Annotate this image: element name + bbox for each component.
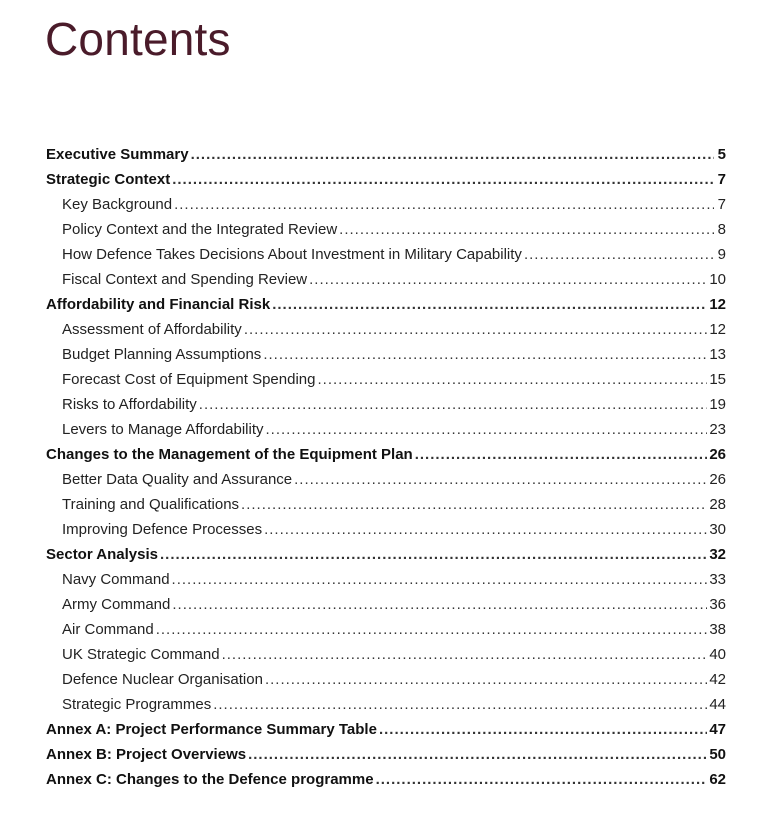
toc-entry-label: How Defence Takes Decisions About Investment in Military Capability (62, 246, 522, 263)
toc-entry[interactable] (46, 167, 726, 192)
toc-dot-leader (244, 317, 708, 342)
toc-entry[interactable] (46, 442, 726, 467)
toc-entry-label: UK Strategic Command (62, 646, 220, 663)
toc-entry-label: Assessment of Affordability (62, 321, 242, 338)
toc-dot-leader (309, 267, 707, 292)
toc-entry-page: 28 (709, 496, 726, 513)
toc-dot-leader (241, 492, 707, 517)
toc-entry-page: 33 (709, 571, 726, 588)
toc-entry[interactable] (46, 767, 726, 792)
toc-entry[interactable] (46, 742, 726, 767)
toc-dot-leader (199, 392, 708, 417)
toc-entry[interactable] (46, 567, 726, 592)
toc-entry[interactable] (46, 317, 726, 342)
toc-entry-label: Policy Context and the Integrated Review (62, 221, 338, 238)
toc-entry-page: 30 (709, 521, 726, 538)
toc-entry-page: 40 (709, 646, 726, 663)
toc-entry-label: Defence Nuclear Organisation (62, 671, 263, 688)
toc-entry-label: Better Data Quality and Assurance (62, 471, 293, 488)
toc-dot-leader (339, 217, 714, 242)
toc-entry[interactable] (46, 717, 726, 742)
toc-entry[interactable] (46, 242, 726, 267)
toc-dot-leader (294, 467, 707, 492)
toc-entry-page: 26 (709, 446, 726, 463)
toc-dot-leader (213, 692, 707, 717)
toc-entry-label: Training and Qualifications (62, 496, 240, 513)
toc-entry[interactable] (46, 417, 726, 442)
toc-entry-page: 23 (709, 421, 726, 438)
toc-entry-label: Improving Defence Processes (62, 521, 263, 538)
toc-entry-page: 12 (709, 321, 726, 338)
toc-dot-leader (264, 517, 707, 542)
toc-entry[interactable] (46, 642, 726, 667)
toc-entry-label: Army Command (62, 596, 171, 613)
toc-dot-leader (265, 667, 707, 692)
toc-dot-leader (415, 442, 708, 467)
toc-entry-page: 12 (709, 296, 726, 313)
toc-entry-page: 8 (717, 221, 726, 238)
toc-dot-leader (524, 242, 714, 267)
toc-entry[interactable] (46, 342, 726, 367)
toc-entry-label: Fiscal Context and Spending Review (62, 271, 308, 288)
toc-entry-label: Executive Summary (46, 146, 189, 163)
toc-dot-leader (191, 142, 714, 167)
toc-entry[interactable] (46, 517, 726, 542)
toc-entry-page: 36 (709, 596, 726, 613)
toc-dot-leader (248, 742, 707, 767)
toc-entry-page: 50 (709, 746, 726, 763)
toc-dot-leader (172, 567, 708, 592)
toc-dot-leader (266, 417, 708, 442)
toc-entry-page: 15 (709, 371, 726, 388)
toc-entry[interactable] (46, 617, 726, 642)
toc-entry-page: 26 (709, 471, 726, 488)
toc-dot-leader (376, 767, 708, 792)
toc-entry-label: Key Background (62, 196, 173, 213)
toc-dot-leader (379, 717, 707, 742)
toc-entry[interactable] (46, 217, 726, 242)
toc-entry-page: 47 (709, 721, 726, 738)
toc-entry[interactable] (46, 392, 726, 417)
toc-entry-label: Sector Analysis (46, 546, 158, 563)
toc-dot-leader (272, 292, 707, 317)
toc-entry-label: Changes to the Management of the Equipment Plan (46, 446, 413, 463)
toc-entry-page: 32 (709, 546, 726, 563)
toc-entry-label: Levers to Manage Affordability (62, 421, 264, 438)
toc-entry-page: 19 (709, 396, 726, 413)
toc-dot-leader (317, 367, 707, 392)
toc-entry-label: Navy Command (62, 571, 170, 588)
toc-entry-page: 13 (709, 346, 726, 363)
toc-dot-leader (222, 642, 708, 667)
toc-entry[interactable] (46, 292, 726, 317)
toc-entry-label: Annex A: Project Performance Summary Table (46, 721, 377, 738)
toc-entry-page: 10 (709, 271, 726, 288)
toc-entry-label: Annex B: Project Overviews (46, 746, 247, 763)
toc-entry-label: Forecast Cost of Equipment Spending (62, 371, 316, 388)
toc-dot-leader (156, 617, 708, 642)
toc-entry[interactable] (46, 667, 726, 692)
toc-entry-page: 44 (709, 696, 726, 713)
toc-entry[interactable] (46, 142, 726, 167)
toc-entry-label: Affordability and Financial Risk (46, 296, 271, 313)
toc-entry[interactable] (46, 192, 726, 217)
table-of-contents (46, 142, 726, 792)
toc-entry-page: 7 (717, 196, 726, 213)
toc-entry-label: Strategic Context (46, 171, 171, 188)
toc-entry-label: Strategic Programmes (62, 696, 212, 713)
toc-entry-page: 38 (709, 621, 726, 638)
toc-entry[interactable] (46, 542, 726, 567)
toc-dot-leader (263, 342, 707, 367)
toc-entry-label: Budget Planning Assumptions (62, 346, 262, 363)
toc-entry-label: Risks to Affordability (62, 396, 197, 413)
toc-dot-leader (160, 542, 707, 567)
toc-entry[interactable] (46, 692, 726, 717)
toc-entry[interactable] (46, 367, 726, 392)
page-title: Contents (45, 13, 231, 65)
toc-entry-label: Annex C: Changes to the Defence programme (46, 771, 374, 788)
toc-dot-leader (172, 592, 707, 617)
toc-entry[interactable] (46, 592, 726, 617)
toc-entry-label: Air Command (62, 621, 154, 638)
toc-entry[interactable] (46, 267, 726, 292)
toc-entry[interactable] (46, 492, 726, 517)
toc-dot-leader (172, 167, 714, 192)
toc-entry[interactable] (46, 467, 726, 492)
toc-entry-page: 7 (717, 171, 726, 188)
toc-entry-page: 42 (709, 671, 726, 688)
toc-entry-page: 62 (709, 771, 726, 788)
toc-entry-page: 9 (717, 246, 726, 263)
toc-entry-page: 5 (717, 146, 726, 163)
toc-dot-leader (174, 192, 714, 217)
